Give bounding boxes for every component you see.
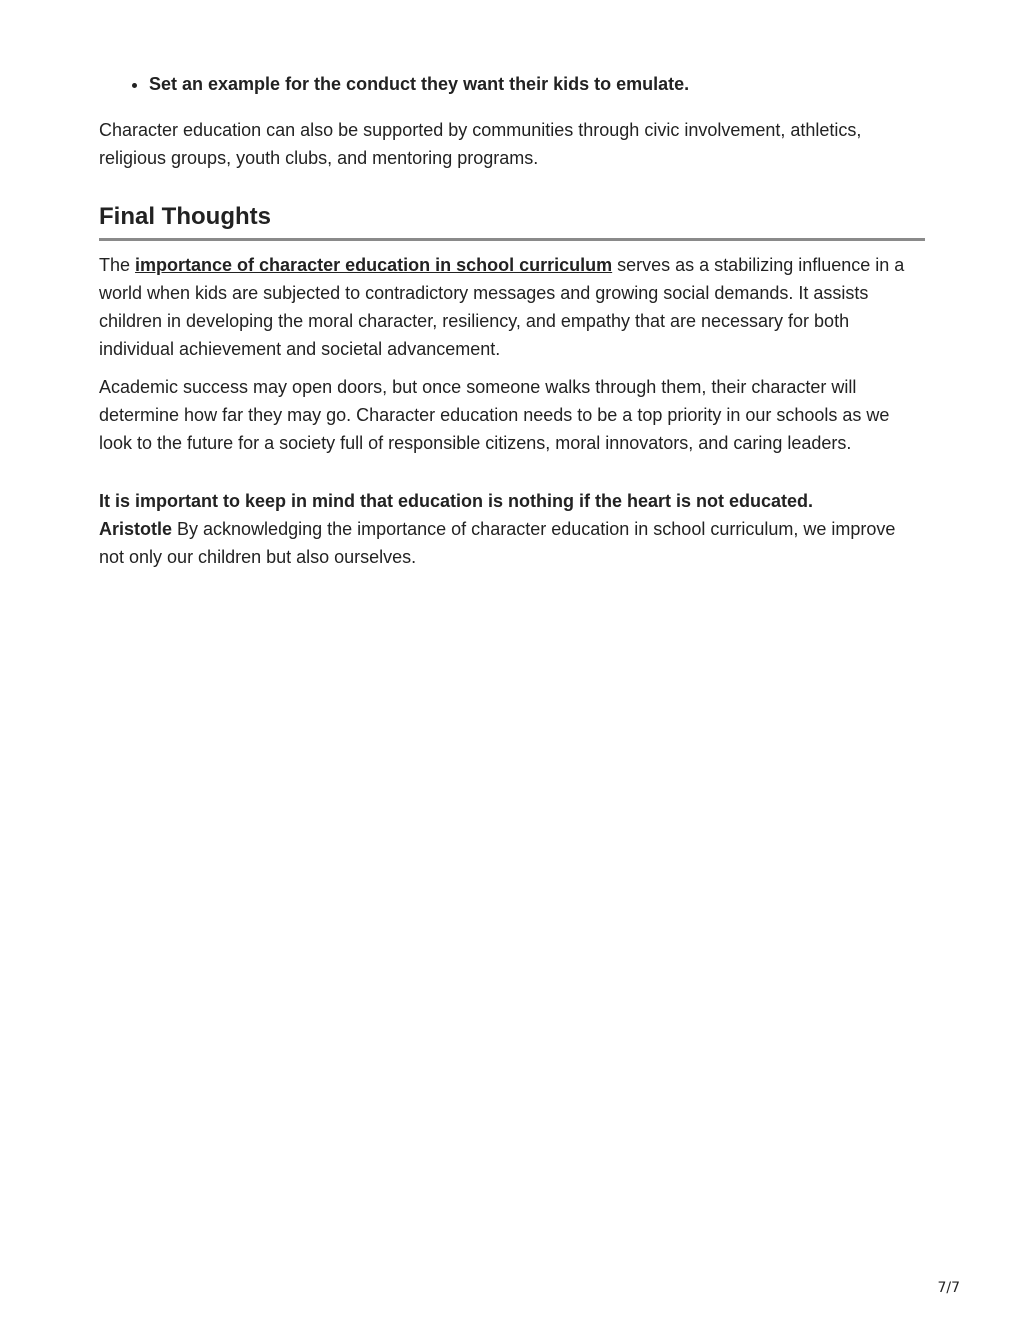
quote-follow-text: By acknowledging the importance of character education in school curriculum, we improve not only our children but also ourselves.	[99, 519, 896, 567]
section-heading-final-thoughts: Final Thoughts	[99, 200, 925, 241]
quote-paragraph	[99, 487, 925, 571]
community-paragraph: Character education can also be supported by communities through civic involvement, athletics, religious groups, youth clubs, and mentoring programs.	[99, 120, 862, 168]
bullet-item: • Set an example for the conduct they want their kids to emulate.	[149, 70, 925, 98]
bullet-list	[99, 70, 925, 98]
final-paragraph-1	[99, 251, 925, 363]
final-paragraph-1-suffix: serves as a stabilizing influence in a world when kids are subjected to contradictory messages and growing social demands. It assists children in developing the moral character, resiliency, and empathy that are necessary for both individual achievement and societal advancement.	[99, 255, 905, 359]
quote-author: Aristotle	[99, 519, 173, 539]
final-paragraph-2: Academic success may open doors, but once someone walks through them, their character will determine how far they may go. Character education needs to be a top priority in our schools as we look to the future for a society full of responsible citizens, moral innovators, and caring leaders.	[99, 377, 890, 453]
quote-text: It is important to keep in mind that education is nothing if the heart is not educated.	[99, 491, 814, 511]
document-body	[99, 70, 925, 571]
page-number: 7/7	[937, 1280, 960, 1296]
final-paragraph-1-prefix: The	[99, 255, 136, 275]
character-education-link[interactable]: importance of character education in school curriculum	[135, 255, 613, 275]
